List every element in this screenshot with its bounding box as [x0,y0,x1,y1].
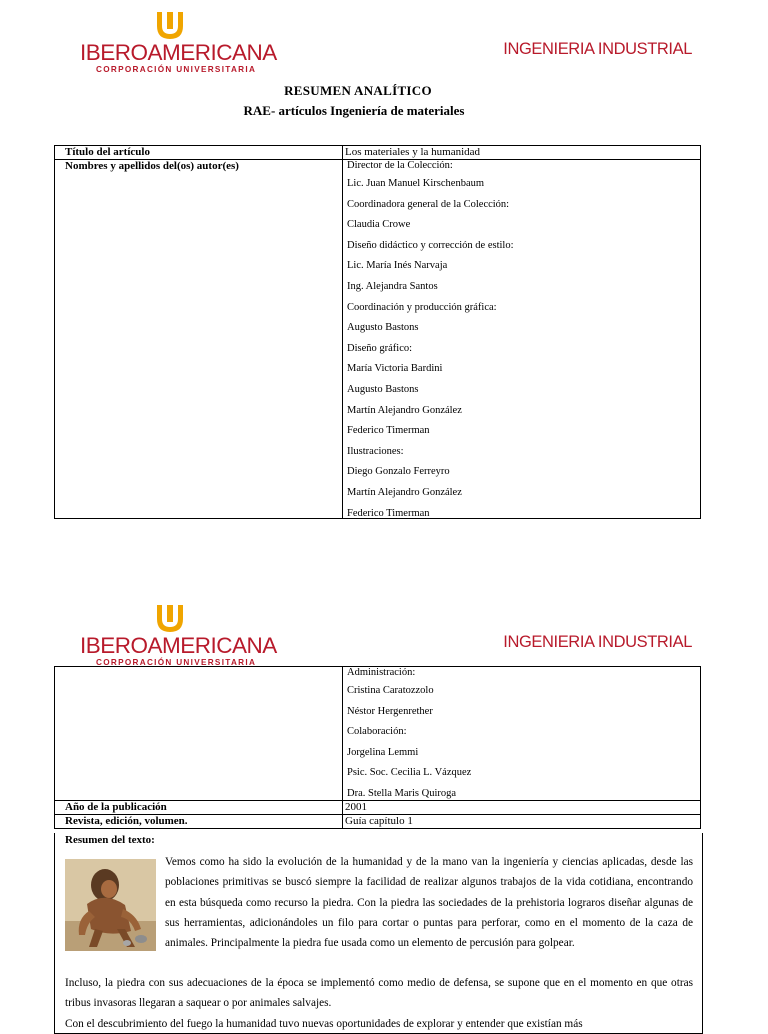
logo-subtitle: CORPORACIÓN UNIVERSITARIA [96,658,257,667]
list-item: Director de la Colección: [347,160,453,171]
list-item: Martín Alejandro González [347,486,462,498]
list-item: Claudia Crowe [347,219,411,231]
row-label-title: Título del artículo [55,146,343,160]
list-item: Lic. Juan Manuel Kirschenbaum [347,178,485,189]
list-item: Lic. María Inés Narvaja [347,260,448,272]
iberoamericana-logo [80,6,277,74]
department-name: INGENIERIA INDUSTRIAL [503,40,692,58]
prehistoric-man-illustration [65,859,156,951]
logo-name: IBEROAMERICANA [80,633,277,658]
page-header-2 [0,599,768,669]
list-item: Federico Timerman [347,507,430,519]
list-item: Ing. Alejandra Santos [347,280,438,292]
list-item: Diego Gonzalo Ferreyro [347,466,450,478]
author-list [344,160,700,518]
table-row [55,667,701,801]
document-subtitle: RAE- artículos Ingeniería de materiales [243,103,465,118]
summary-paragraph-2: Incluso, la piedra con sus adecuaciones de la época se implementó como medio de defensa, se supone que en el momento en que otras tribus invasoras llegaran a saquear o por animales salvajes. [65,977,693,1010]
document-title: RESUMEN ANALÍTICO [284,83,432,98]
author-list [344,667,700,800]
summary-title: Resumen del texto: [65,834,155,846]
row-label-authors: Nombres y apellidos del(os) autor(es) [55,160,343,519]
summary-paragraph-1: Vemos como ha sido la evolución de la humanidad y de la mano van la ingeniería y ciencias aplicadas, desde las poblaciones primitivas se buscó siempre la facilidad de realizar algunos trabajos de la vida cotidiana, encontrando en esta búsqueda como recurso la piedra. Con la piedra las sociedades de la prehistoria lograros diseñar algunas de sus herramientas, adicionándoles un filo para cortar o puntas para perforar, como en el momento de la caza de animales. Principalmente la piedra fue usada como un elemento de percusión para golpear. [165,856,693,950]
logo-subtitle: CORPORACIÓN UNIVERSITARIA [96,65,257,74]
list-item: Psic. Soc. Cecilia L. Vázquez [347,767,472,779]
list-item: Federico Timerman [347,425,430,437]
list-item: Diseño gráfico: [347,342,413,354]
rae-table-2 [54,666,701,829]
list-item: Néstor Hergenrether [347,705,433,717]
row-value-journal: Guía capítulo 1 [343,814,701,828]
list-item: Colaboración: [347,726,407,738]
row-label-year: Año de la publicación [55,800,343,814]
university-emblem-icon [155,10,185,40]
list-item: María Victoria Bardini [347,363,443,375]
summary-section [54,833,703,1034]
logo-name: IBEROAMERICANA [80,40,277,65]
page-header-1 [0,6,768,76]
row-label-journal: Revista, edición, volumen. [55,814,343,828]
row-label-empty [55,667,343,801]
authors-cell [343,160,701,519]
list-item: Cristina Caratozzolo [347,685,434,696]
list-item: Augusto Bastons [347,383,419,395]
list-item: Coordinación y producción gráfica: [347,301,497,313]
row-value-year: 2001 [343,800,701,814]
list-item: Administración: [347,667,416,678]
list-item: Diseño didáctico y corrección de estilo: [347,239,514,251]
rae-table-1 [54,145,701,519]
authors-cell-continued [343,667,701,801]
department-name: INGENIERIA INDUSTRIAL [503,633,692,651]
summary-paragraph-3: Con el descubrimiento del fuego la humanidad tuvo nuevas oportunidades de explorar y entender que existían más [65,1018,583,1030]
table-row [55,160,701,519]
table-row [55,146,701,160]
list-item: Coordinadora general de la Colección: [347,198,510,210]
list-item: Jorgelina Lemmi [347,746,419,758]
list-item: Ilustraciones: [347,445,404,457]
list-item: Augusto Bastons [347,322,419,334]
row-value-title: Los materiales y la humanidad [343,146,701,160]
table-row [55,814,701,828]
list-item: Dra. Stella Maris Quiroga [347,787,457,799]
table-row [55,800,701,814]
university-emblem-icon [155,603,185,633]
list-item: Martín Alejandro González [347,404,462,416]
iberoamericana-logo [80,599,277,667]
